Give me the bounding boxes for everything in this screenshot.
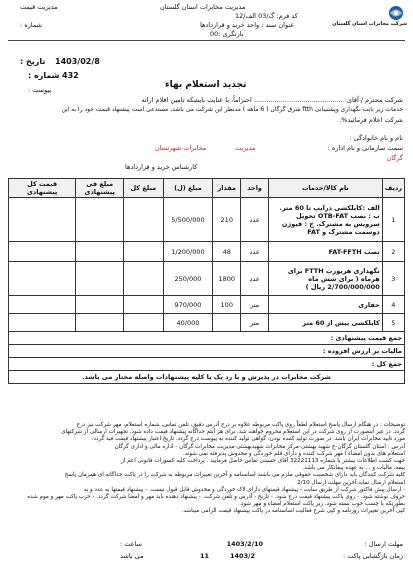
document-title: تجدید استعلام بهاء [165, 80, 247, 90]
sum-row: جمع قیمت پیشنهادی : [9, 332, 405, 345]
table-row: 4 حفاری متر 100 970/000 [9, 296, 405, 314]
date-label: تاریخ : [20, 57, 46, 66]
attach-label: پیوست : [28, 86, 52, 94]
note-row: شرکت مخابرات در پذیرش و یا رد یک یا کلیه پیشنهادات واصله مختار می باشد. [9, 371, 405, 384]
col-unit-price: مبلغ (ل) [163, 179, 213, 198]
col-price: مبلغ کل [124, 179, 164, 198]
intro-line-3: شرکت اعلام فرمائید%. [339, 116, 403, 124]
header-sheet-label: شماره : [20, 21, 42, 29]
requester-name-label: نام و نام خانوادگی : [349, 134, 403, 142]
col-row: ردیف [382, 179, 404, 198]
items-table [8, 178, 405, 384]
open-day: 11 [200, 552, 210, 560]
col-total-offer: قیمت کل پیشنهادی [9, 179, 76, 198]
date-value: 1403/02/8 [55, 57, 100, 66]
number-label: شماره : [28, 71, 60, 80]
col-desc: نام کالا/خدمات [269, 179, 383, 198]
total-row: جمع کل : [9, 358, 405, 371]
table-row: 2 نصب FAT-FFTH عدد 48 1/200/000 [9, 242, 405, 262]
col-offer: مبلغ فی پیشنهادی [76, 179, 124, 198]
table-row: 5 کابلکشی بیش از 60 متر متر 40/000 [9, 314, 405, 332]
table-row: 3 نگهداری هریورت FTTH برای هرماه ( برای شش ماه 2/700/000/000 ریال ) عدد 1800 250/000 [9, 262, 405, 296]
header-org-top-left: مدیریت قیمت [20, 3, 58, 11]
requester-dept: کارشناس خرید و قراردادها [125, 163, 198, 171]
header-org-mid: مدیریت مخابرات استان گلستان [160, 3, 246, 11]
open-date: 1403/2 [230, 552, 255, 560]
col-qty: مقدار [213, 179, 241, 198]
time-label: ساعت : [120, 540, 142, 548]
open-label: زمان بازگشایی پاکت : [342, 552, 403, 560]
col-unit: واحد [241, 179, 269, 198]
requester-unit-label: سمت سازمانی و نام اداره : [327, 144, 403, 152]
intro-line-2: خدمات زیر بابت نگهداری وپشتیبانی ftth شرق گرگان ( 6 ماهه ) مدنظر این شرکت می باشد، مستدعی است پیشنهاد قیمت خود را به این [61, 106, 403, 113]
table-header-row [9, 179, 405, 198]
requester-unit: مخابرات شهرستان [155, 144, 207, 152]
number-value: 432 [62, 71, 79, 80]
header-divider [8, 40, 405, 41]
header-doc-title: عنوان سند : واحد خرید و قراردادها [200, 21, 295, 29]
logo-caption: شرکت مخابرات استان گلستان [332, 21, 407, 27]
table-row: 1 الف :کابلکشی درایپ تا 60 متر. ب : نصب OTB-FAT تحویل سرویس به مشترک. ج : فیوژن دوسمت مشترک و FAT عدد 210 5/500/000 [9, 198, 405, 242]
intro-line-1: شرکت محترم / آقای ............................................ احتراماً، با عنایت بایشکه تامین اقلام ارائه [141, 96, 403, 104]
requester-position: مدیریت [235, 144, 256, 152]
footer-notes: توضیحات : در هنگام ارسال پاسخ استعلام لطفاً روی پاکت مربوطه علاوه بر درج آدرس دقیق، تلفن تماس، شماره استعلام، مهر شرکت نیز درج گردد. در غیر اینصورت از روی شرکت در این استعلام محروم خواهند شد. برای هر آیتم جداگانه پیشنهاد قیمت داده شود. تجهیزات ارسالی از شرکتهای مورد تایید مخابرات ایران باشد. در صورت تولید کننده بودن، گواهی تولید کننده به پیوست درج گردد. تاریخ اعتبار پیشنهاد قیمت قید گردد. آدرس : استان گلستان گرگان-خ شهید بهشتی-مرکز مخابرات شهیدبهشتی-مدیریت مخابرات گرگان - اداره مالی و اداری گرگان استعلام های بدون امضاء ا مهر شرکت کننده و دارای قلم خوردگی و مخدوش پذیرفته نمی شوند. جهت کسب اطلاعات بیشتر با شماره 32221113 آقای حسینی تماس حاصل فرمایید . پرداخت کلیه کسورات قانونی اعم از بیمه، مالیات و ... به عهده پیمانکار می باشد. کلیه شرکت کنندگان باید دارای شخصیت حقوقی ملزم می باشند اساسنامه و آخرین تغییرات مربوطه به شرکت را در پاکت جداگانه ای همزمان پاسخ استعلام ارسال نماید.آخرین مهلت ارسال 2/10 - ارسال پیش فاکتور شرکت از طریق سایت - پیشنهاد قیمتهای دارای لاک خوردگی و مخدوش قابل قبول نیست. - پیشنهاد قیمتها به عدد و به حروف نوشته شود. - روی پاکت پیشنهاد قیمت درج شود. - تاریخ - آدرس و تلفن شرکت. - پیشنهاد دهنده باید مهر و امضا شرکت گردد. - حرب پاکت مهر و موم شده بطوریکه با چسب خوب بسته شود. زیر پاکت استعلام امضاء و مهر شود. کپی آخرین تغییرات روزنامه و کپی شرح فعالیت اساسنامه در پاکت پیشنهاد قیمت الزامی میباشد. [27, 422, 405, 515]
header-archive: بازنگری :00 [210, 30, 244, 38]
deadline-value: 1403/2/10 [226, 540, 263, 548]
open-suffix: می باشد [120, 552, 144, 560]
header-doc-code: کد فرم: گ/03 الف/12 [235, 12, 298, 20]
deadline-label: مهلت ارسال : [364, 540, 403, 548]
requester-city: گرگان [386, 154, 403, 162]
vat-row: مالیات بر ارزش افزوده : [9, 345, 405, 358]
